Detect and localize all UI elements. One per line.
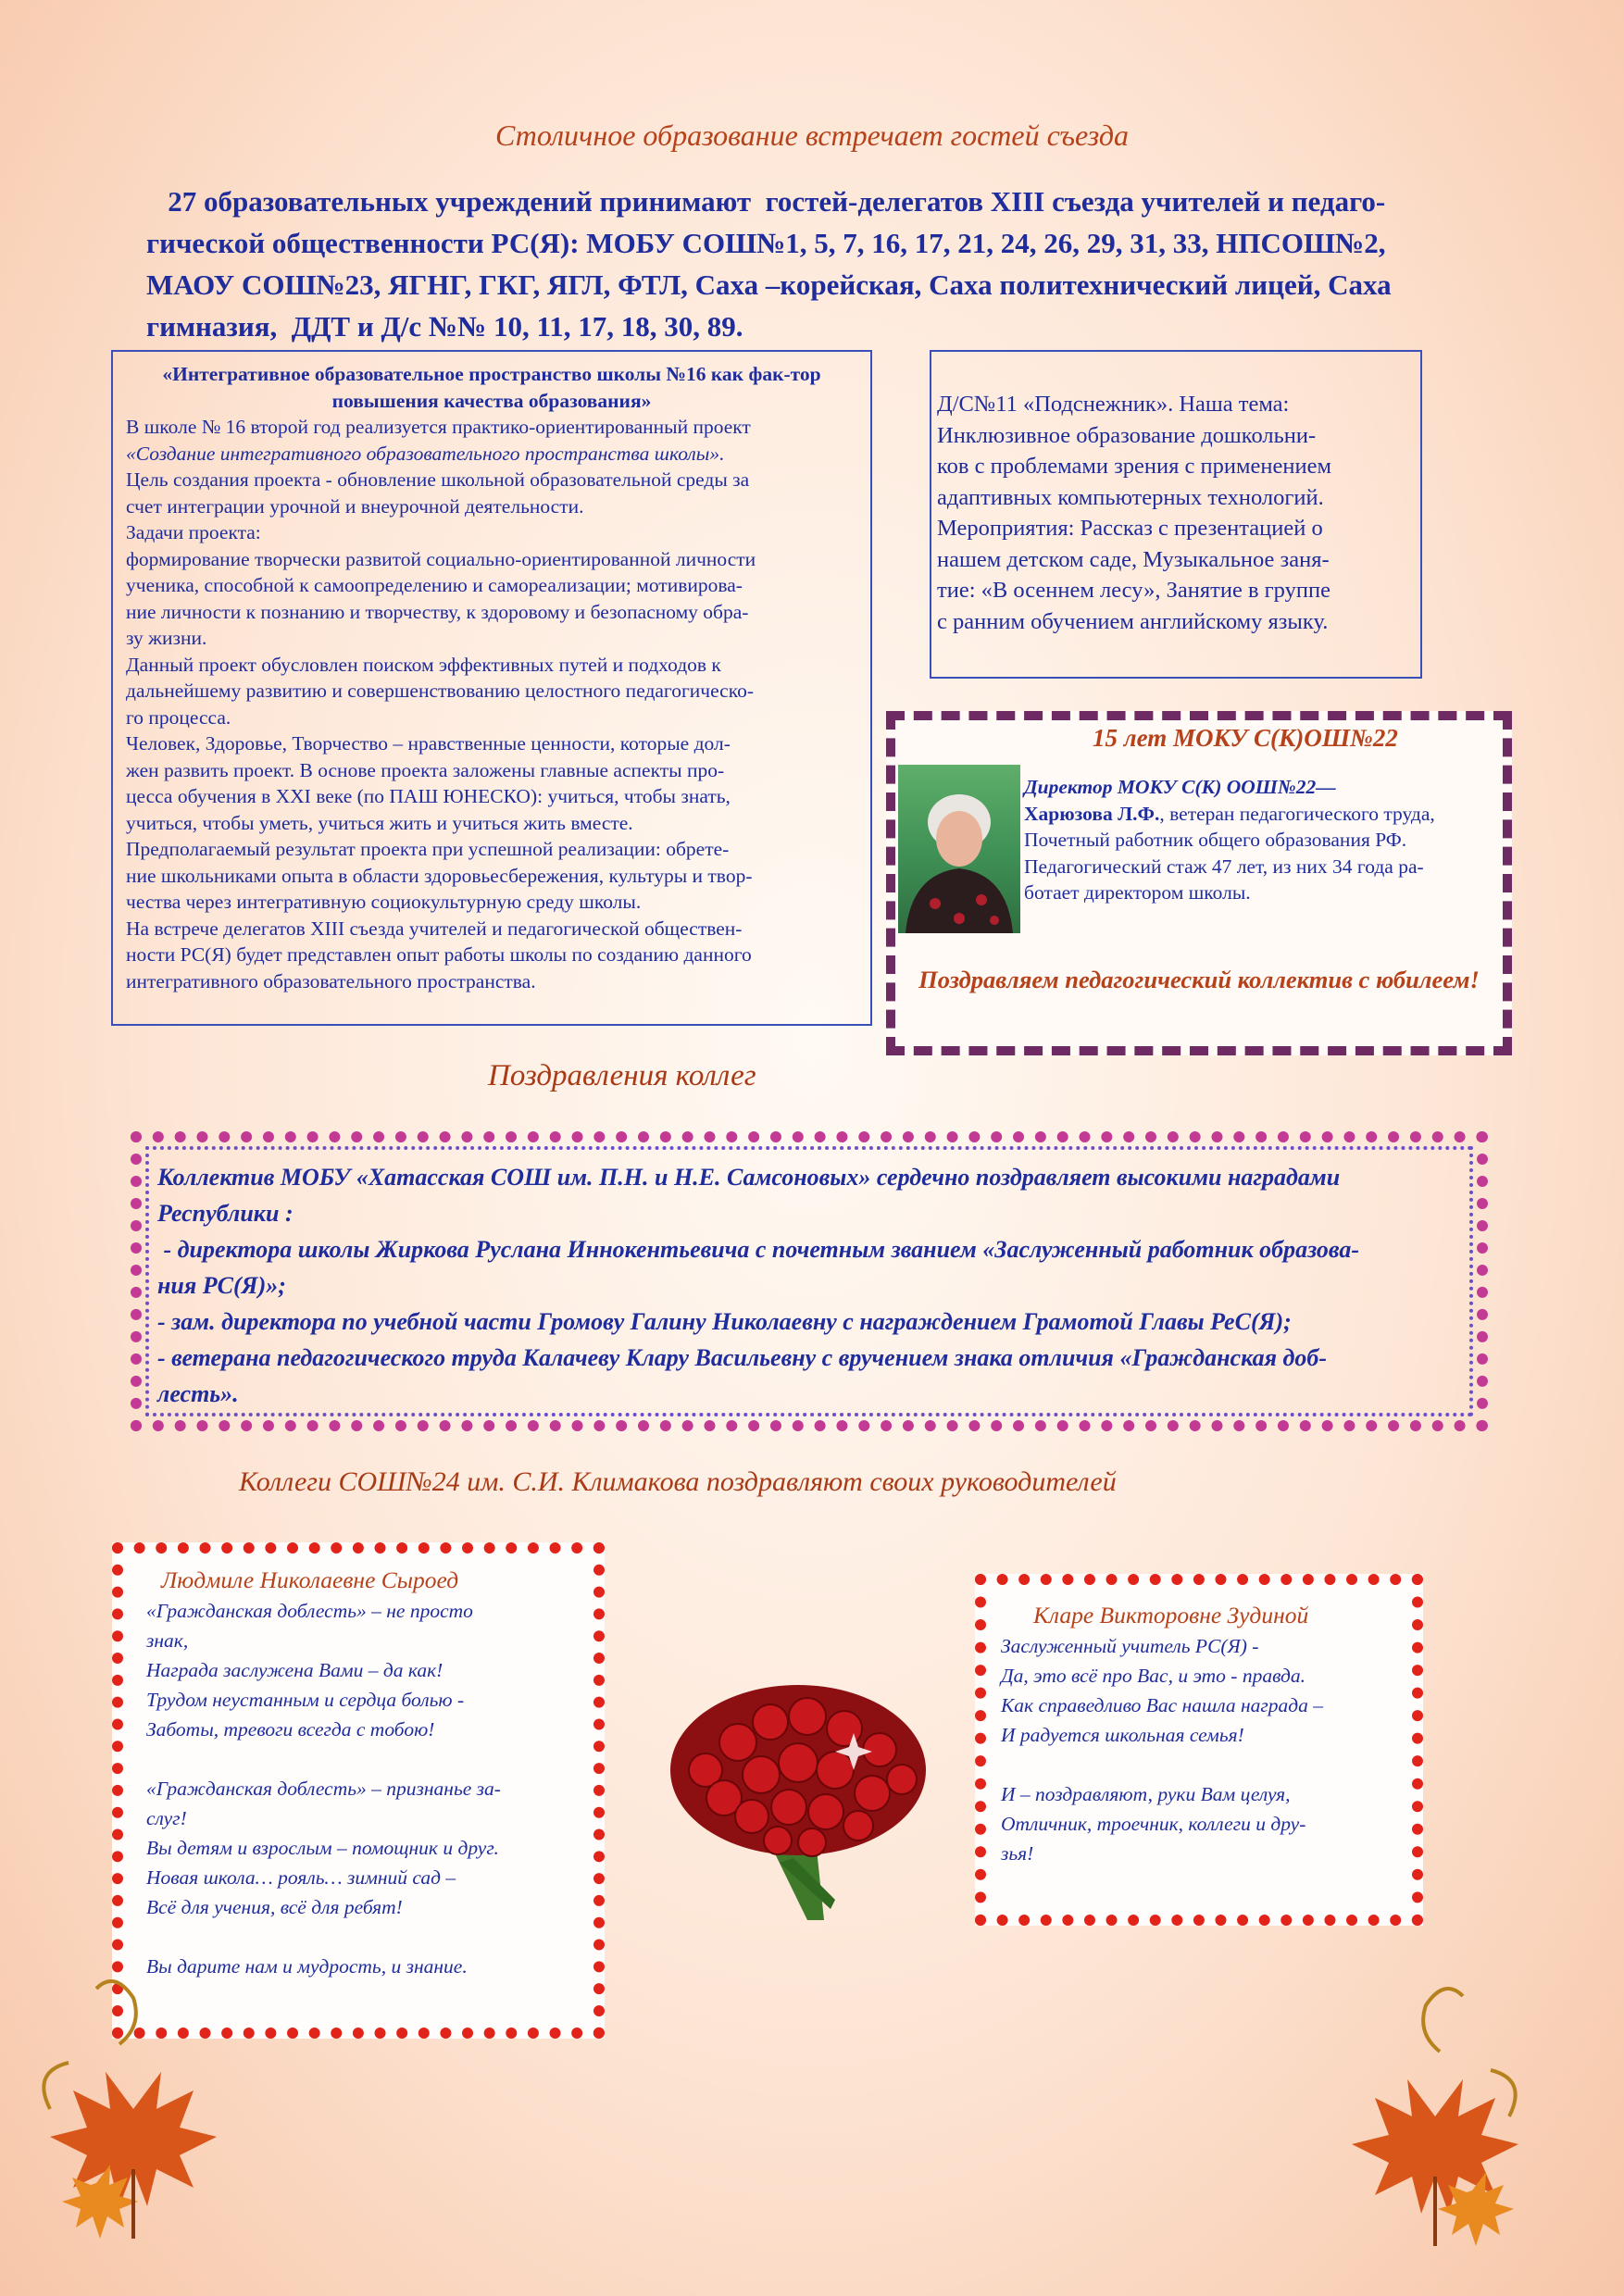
intro-line: гической общественности РС(Я): МОБУ СОШ№1, 5, 7, 16, 17, 21, 24, 26, 29, 31, 33, НПСОШ№2, xyxy=(146,227,1386,259)
poem1-line: Всё для учения, всё для ребят! xyxy=(146,1896,403,1918)
moku22-line: Почетный работник общего образования РФ. xyxy=(1024,829,1407,851)
poem2-line: Как справедливо Вас нашла награда – xyxy=(1001,1694,1324,1716)
school16-line: ние школьниками опыта в области здоровьесбережения, культуры и твор- xyxy=(126,864,753,887)
maple-leaf-icon xyxy=(31,1970,235,2248)
school16-title: «Интегративное образовательное пространство школы №16 как фак-тор повышения качества образования» xyxy=(162,363,821,412)
school16-line: ученика, способной к самоопределению и самореализации; мотивирова- xyxy=(126,574,743,596)
moku22-lines xyxy=(1024,827,1505,906)
intro-line: гимназия, ДДТ и Д/с №№ 10, 11, 17, 18, 30, 89. xyxy=(146,310,743,343)
poem1-line: слуг! xyxy=(146,1807,187,1829)
ds11-line: Д/С№11 «Подснежник». Наша тема: xyxy=(937,392,1290,417)
ds11-line: с ранним обучением английскому языку. xyxy=(937,608,1329,634)
moku22-line: Педагогический стаж 47 лет, из них 34 года ра- xyxy=(1024,855,1424,878)
colleagues-line: - директора школы Жиркова Руслана Иннокентьевича с почетным званием «Заслуженный работник образова- xyxy=(157,1236,1360,1263)
poem2-line: И – поздравляют, руки Вам целуя, xyxy=(1001,1783,1291,1805)
maple-leaf-icon xyxy=(1324,1978,1528,2255)
school16-line: цесса обучения в XXI веке (по ПАШ ЮНЕСКО): учиться, чтобы знать, xyxy=(126,785,731,807)
poem1-line: Новая школа… рояль… зимний сад – xyxy=(146,1866,456,1889)
poem1-body xyxy=(146,1596,578,1981)
school16-line: зу жизни. xyxy=(126,627,207,649)
school16-line: Задачи проекта: xyxy=(126,521,261,543)
poem2-line: зья! xyxy=(1001,1842,1034,1865)
school16-line: чества через интегративную социокультурную среду школы. xyxy=(126,891,642,913)
ds11-line: тие: «В осеннем лесу», Занятие в группе xyxy=(937,578,1330,603)
school16-line: Предполагаемый результат проекта при успешной реализации: обрете- xyxy=(126,838,730,860)
poem2-line: Отличник, троечник, коллеги и дру- xyxy=(1001,1813,1306,1835)
colleagues-line: Республики : xyxy=(157,1200,294,1227)
moku22-congrats: Поздравляем педагогический коллектив с юбилеем! xyxy=(918,966,1480,993)
poem2-line: Да, это всё про Вас, и это - правда. xyxy=(1001,1665,1306,1687)
school16-line: учиться, чтобы уметь, учиться жить и учиться жить вместе. xyxy=(126,811,633,834)
school16-line: Человек, Здоровье, Творчество – нравственные ценности, которые дол- xyxy=(126,732,731,755)
colleagues-body xyxy=(157,1159,1465,1412)
ds11-line: Инклюзивное образование дошкольни- xyxy=(937,422,1317,448)
school16-line: Цель создания проекта - обновление школьной образовательной среды за xyxy=(126,468,750,491)
school16-line: жен развить проект. В основе проекта заложены главные аспекты про- xyxy=(126,758,725,781)
director-photo xyxy=(898,765,1020,933)
intro-paragraph xyxy=(146,181,1498,347)
portrait-illustration xyxy=(898,765,1020,933)
ds11-article xyxy=(930,350,1422,679)
poem1-line: знак, xyxy=(146,1629,189,1652)
school16-line: формирование творчески развитой социально-ориентированной личности xyxy=(126,547,756,570)
ds11-line: ков с проблемами зрения с применением xyxy=(937,454,1331,479)
moku22-name: Харюзова Л.Ф. xyxy=(1024,802,1160,825)
moku22-line: ботает директором школы. xyxy=(1024,881,1251,904)
poem2-body xyxy=(1001,1631,1399,1868)
colleagues-line: Коллектив МОБУ «Хатасская СОШ им. П.Н. и Н.Е. Самсоновых» сердечно поздравляет высокими наградами xyxy=(157,1164,1341,1191)
sosh24-title: Коллеги СОШ№24 им. С.И. Климакова поздравляют своих руководителей xyxy=(239,1466,1117,1497)
moku22-name-line xyxy=(1024,801,1505,828)
roses-bouquet-image xyxy=(668,1678,930,1922)
school16-line: дальнейшему развитию и совершенствованию целостного педагогическо- xyxy=(126,680,754,702)
school16-article xyxy=(111,350,872,1026)
school16-line: В школе № 16 второй год реализуется практико-ориентированный проект xyxy=(126,416,751,438)
school16-line: Данный проект обусловлен поиском эффективных путей и подходов к xyxy=(126,653,721,676)
poem1-line: Вы детям и взрослым – помощник и друг. xyxy=(146,1837,499,1859)
ds11-body xyxy=(937,389,1411,637)
moku22-body xyxy=(1024,774,1505,906)
colleagues-title: Поздравления коллег xyxy=(488,1059,756,1092)
poem2-title: Кларе Викторовне Зудиной xyxy=(1033,1602,1309,1628)
poem1-line: Вы дарите нам и мудрость, и знание. xyxy=(146,1955,468,1978)
school16-line: На встрече делегатов XIII съезда учителей и педагогической обществен- xyxy=(126,917,743,940)
school16-line: ние личности к познанию и творчеству, к здоровому и безопасному обра- xyxy=(126,600,749,623)
school16-line: го процесса. xyxy=(126,705,231,729)
moku22-position: Директор МОКУ С(К) ООШ№22— xyxy=(1024,776,1336,798)
poem1-line xyxy=(146,1922,578,1952)
poem1-line: Заботы, тревоги всегда с тобою! xyxy=(146,1718,435,1741)
colleagues-line: ния РС(Я)»; xyxy=(157,1272,286,1299)
school16-line: интегративного образовательного пространства. xyxy=(126,969,536,992)
header-title: Столичное образование встречает гостей съезда xyxy=(494,119,1130,152)
poem1-line: «Гражданская доблесть» – признанье за- xyxy=(146,1778,501,1800)
school16-line: счет интеграции урочной и внеурочной деятельности. xyxy=(126,494,584,518)
colleagues-line: - ветерана педагогического труда Калачеву Клару Васильевну с вручением знака отличия «Гражданская доб- xyxy=(157,1344,1328,1371)
moku22-director-line xyxy=(1024,774,1505,801)
autumn-leaves-left-image xyxy=(31,1970,235,2248)
roses-illustration xyxy=(668,1678,930,1922)
poem1-title: Людмиле Николаевне Сыроед xyxy=(161,1566,459,1593)
autumn-leaves-right-image xyxy=(1324,1978,1528,2255)
poem1-line: «Гражданская доблесть» – не просто xyxy=(146,1600,473,1622)
moku22-name-suffix: , ветеран педагогического труда, xyxy=(1159,802,1435,825)
intro-line: 27 образовательных учреждений принимают гостей-делегатов XIII съезда учителей и педаго- xyxy=(146,185,1386,218)
poem1-line xyxy=(146,1744,578,1774)
ds11-line: нашем детском саде, Музыкальное заня- xyxy=(937,546,1330,572)
poem2-line: Заслуженный учитель РС(Я) - xyxy=(1001,1635,1259,1657)
ds11-line: адаптивных компьютерных технологий. xyxy=(937,484,1324,510)
poem1-line: Награда заслужена Вами – да как! xyxy=(146,1659,443,1681)
ds11-line: Мероприятия: Рассказ с презентацией о xyxy=(937,516,1323,541)
poem2-line: И радуется школьная семья! xyxy=(1001,1724,1244,1746)
school16-body xyxy=(126,414,857,994)
moku22-title: 15 лет МОКУ С(К)ОШ№22 xyxy=(1093,724,1398,752)
colleagues-line: лесть». xyxy=(157,1380,239,1407)
school16-line: «Создание интегративного образовательного пространства школы». xyxy=(126,442,725,465)
poem1-line: Трудом неустанным и сердца болью - xyxy=(146,1689,465,1711)
school16-line: ности РС(Я) будет представлен опыт работы школы по созданию данного xyxy=(126,943,752,966)
intro-line: МАОУ СОШ№23, ЯГНГ, ГКГ, ЯГЛ, ФТЛ, Саха –корейская, Саха политехнический лицей, Саха xyxy=(146,268,1392,301)
poem2-line xyxy=(1001,1750,1399,1779)
colleagues-line: - зам. директора по учебной части Громову Галину Николаевну с награждением Грамотой Главы РеС(Я); xyxy=(157,1308,1292,1335)
